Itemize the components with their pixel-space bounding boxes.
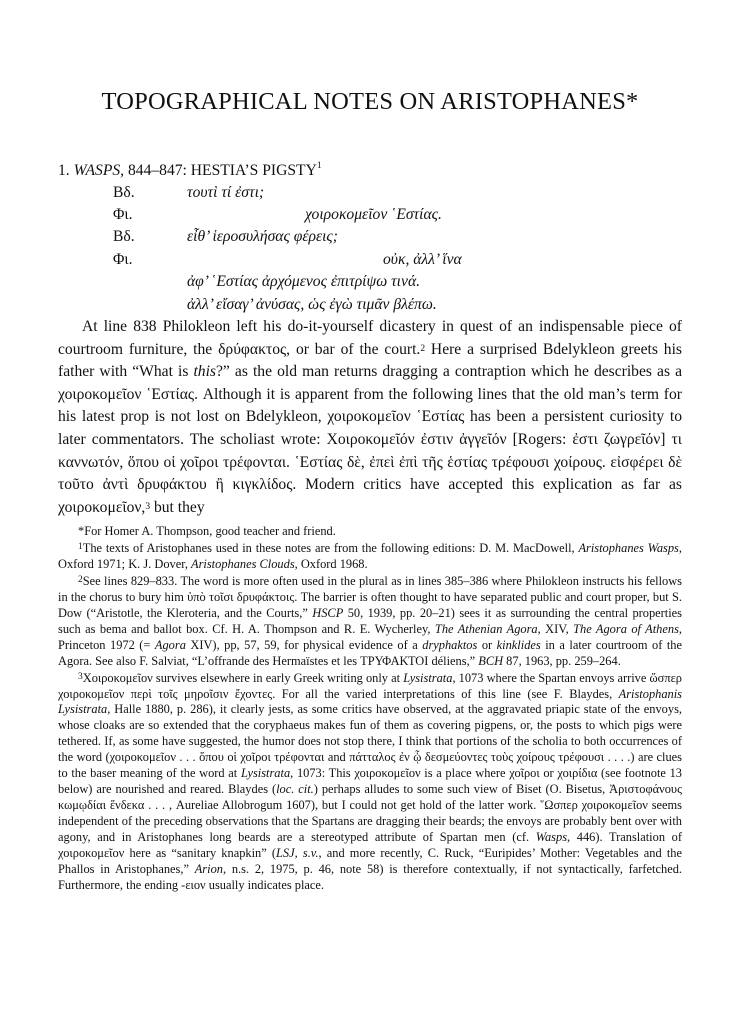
footnote-text: , Oxford 1968.: [294, 556, 368, 571]
section-lines: 844–847: HESTIA’S PIGSTY: [127, 162, 317, 179]
verse-text: ἀλλ’ εἴσαγ’ ἀνύσας, ὡς ἐγὼ τιμᾶν βλέπω.: [187, 296, 437, 313]
footnote-mark: 1: [78, 541, 83, 552]
footnote-text: , XIV,: [537, 621, 574, 636]
body-text-span: At line 838 Philokleon left his do-it-yourself dicastery in quest of an indispensable piece of courtroom furniture, the δρύφακτος, or bar of the court.: [58, 318, 682, 358]
verse-text: τουτὶ τί ἐστι;: [187, 184, 265, 201]
verse-line: [58, 251, 682, 273]
footnote-2: [58, 574, 682, 670]
footnote-1: [58, 541, 682, 573]
footnote-italic: loc. cit.: [276, 782, 314, 797]
verse-speaker: Bδ.: [113, 228, 135, 245]
footnote-ref: 1: [316, 161, 322, 171]
body-text-span: Here a surprised Bdelykleon greets his father with “What is: [58, 340, 682, 381]
footnote-text: 50, 1939, pp. 20–21) sees it as surrounding the central properties such as bema and ballot box. Cf. H. A. Thompson and R. E. Wycherley,: [58, 605, 682, 636]
section-play: WASPS,: [73, 162, 125, 179]
footnote-italic: Aristophanis Lysistrata: [58, 686, 682, 717]
footnotes: [58, 524, 682, 895]
footnote-italic: kinklides: [496, 637, 541, 652]
footnote-italic: HSCP: [312, 605, 344, 620]
verse-line: [58, 296, 682, 318]
footnote-text: ) perhaps alludes to some such view of Biset (O. Bisetus, Ἀριστοφάνους κωμῳδίαι ἕνδεκα . . . , Aureliae Allobrogum 1607), but I could not get hold of the latter work. ῞Ωσπερ χοιροκομεῖον seems independent of the preceding observations that the Spartans are dragging their beards; the envoys are probably bent over with agony, and in Aristophanes long beards are a stereotyped attribute of Spartan men (cf.: [58, 782, 682, 845]
footnote-mark: 2: [78, 574, 83, 585]
footnote-italic: LSJ, s.v.: [276, 846, 319, 861]
verse-text: εἶθ’ ἱεροσυλήσας φέρεις;: [187, 228, 338, 245]
footnote-text: in a later courtroom of the Agora. See also F. Salviat, “L’offrande des Hermaïstes et les ΤΡΥΦΑΚΤΟΙ déliens,”: [58, 637, 682, 668]
footnote-italic: dryphaktos: [422, 637, 478, 652]
verse-text: οὐκ, ἀλλ’ ἵνα: [383, 251, 462, 268]
footnote-text: XIV), pp, 57, 59, for physical evidence of a: [185, 637, 423, 652]
footnote-italic: Aristophanes Wasps: [578, 540, 679, 555]
verse-speaker: Φι.: [113, 206, 133, 223]
footnote-text: , Halle 1880, p. 286), it clearly jests, as some critics have observed, at the aggravated priapic state of the envoys, whose cloaks are so extended that the coryphaeus makes fun of them as covering pigpens, or, the posts to which pigs were tethered. If, as some have suggested, the humor does not stop there, I think that portions of the scholia to both occurrences of the word (χοιροκομεῖον . . . ὅπου οἱ χοῖροι τρέφονται and πάτταλος ἐν ᾧ δεσμεύοντες τοὺς χοίρους τρέφουσι . . . .) are clues to the baser meaning of the word at: [58, 702, 682, 781]
verse-text: χοιροκομεῖον ῾Εστίας.: [305, 206, 442, 223]
verse-line: [58, 228, 682, 250]
body-text-italic: this: [193, 363, 216, 381]
footnote-text: or: [477, 637, 497, 652]
page-title: TOPOGRAPHICAL NOTES ON ARISTOPHANES*: [101, 88, 639, 115]
footnote-italic: Agora: [154, 637, 186, 652]
footnote-italic: BCH: [478, 653, 504, 668]
footnote-star: *For Homer A. Thompson, good teacher and friend.: [78, 524, 336, 538]
footnote-text: , 1073: This χοιροκομεῖον is a place where χοῖροι or χοιρίδια (see footnote 13 below) are nourished and reared. Blaydes (: [58, 766, 682, 797]
verse-line: [58, 206, 682, 228]
footnote-text: , and more recently, C. Ruck, “Euripides’ Mother: Vegetables and the Phallos in Aristophanes,”: [58, 846, 682, 877]
footnote-italic: Arion: [194, 862, 223, 877]
footnote-italic: Wasps: [535, 830, 568, 845]
footnote-mark: 3: [78, 671, 83, 682]
footnote-ref: 2: [420, 343, 426, 354]
verse-speaker: Φι.: [113, 251, 133, 268]
verse-line: [58, 273, 682, 295]
footnote-text: The texts of Aristophanes used in these notes are from the following editions: D. M. MacDowell,: [82, 540, 579, 555]
footnote-text: Χοιροκομεῖον survives elsewhere in early Greek writing only at: [82, 670, 404, 685]
body-paragraph: [58, 316, 682, 519]
verse-speaker: Bδ.: [113, 184, 135, 201]
footnote-italic: Lysistrata: [403, 670, 453, 685]
section-number: 1.: [58, 162, 70, 179]
footnote-text: , Princeton 1972 (=: [58, 621, 682, 652]
footnote-text: , Oxford 1971; K. J. Dover,: [58, 540, 682, 571]
footnote-text: , 1073 where the Spartan envoys arrive ὥσπερ χοιροκομεῖον περὶ τοῖς μηροῖσιν ἔχοντες. For all the varied interpretations of this line (see F. Blaydes,: [58, 670, 682, 701]
footnote-text: See lines 829–833. The word is more often used in the plural as in lines 385–386 where Philokleon instructs his fellows in the chorus to bury him ὑπὸ τοῖσι δρυφάκτοις. The barrier is often thought to have separated public and court proper, but S. Dow (“Aristotle, the Kleroteria, and the Courts,”: [58, 573, 682, 620]
footnote-italic: The Agora of Athens: [573, 621, 679, 636]
footnote-italic: The Athenian Agora: [434, 621, 538, 636]
body-text: [58, 316, 682, 519]
verse-text: ἀφ’ ῾Εστίας ἀρχόμενος ἐπιτρίψω τινά.: [187, 273, 421, 290]
section-heading: [58, 162, 322, 180]
footnote-italic: Aristophanes Clouds: [191, 556, 295, 571]
body-text-span: but they: [150, 498, 205, 516]
verse-line: [58, 184, 682, 206]
footnote-ref: 3: [145, 501, 151, 512]
footnote-text: , 446). Translation of χοιροκομεῖον here as “sanitary knapkin” (: [58, 830, 682, 861]
footnote-text: 87, 1963, pp. 259–264.: [503, 653, 621, 668]
footnote-text: , n.s. 2, 1975, p. 46, note 58) is therefore contextually, if not syntactically, farfetched. Furthermore, the ending -ειον usually indicates place.: [58, 862, 682, 892]
footnote-3: [58, 671, 682, 894]
body-text-span: ?” as the old man returns dragging a contraption which he describes as a χοιροκομεῖον ῾Εστίας. Although it is apparent from the following lines that the old man’s term for his latest prop is not lost on Bdelykleon, χοιροκομεῖον ῾Εστίας has been a persistent curiosity to later commentators. The scholiast wrote: Χοιροκομεῖόν ἐστιν ἀγγεῖόν [Rogers: ἐστι ζωγρεῖόν] τι καννωτόν, ὅπου οἱ χοῖροι τρέφονται. ῾Εστίας δὲ, ἐπεὶ ἐπὶ τῆς ἑστίας τρέφουσι χοίρους. εἰσφέρει δὲ τοῦτο ἀντὶ δρυφάκτου ἢ κιγκλίδος. Modern critics have accepted this explication as far as χοιροκομεῖον,: [58, 363, 683, 516]
footnote-italic: Lysistrata: [240, 766, 291, 781]
